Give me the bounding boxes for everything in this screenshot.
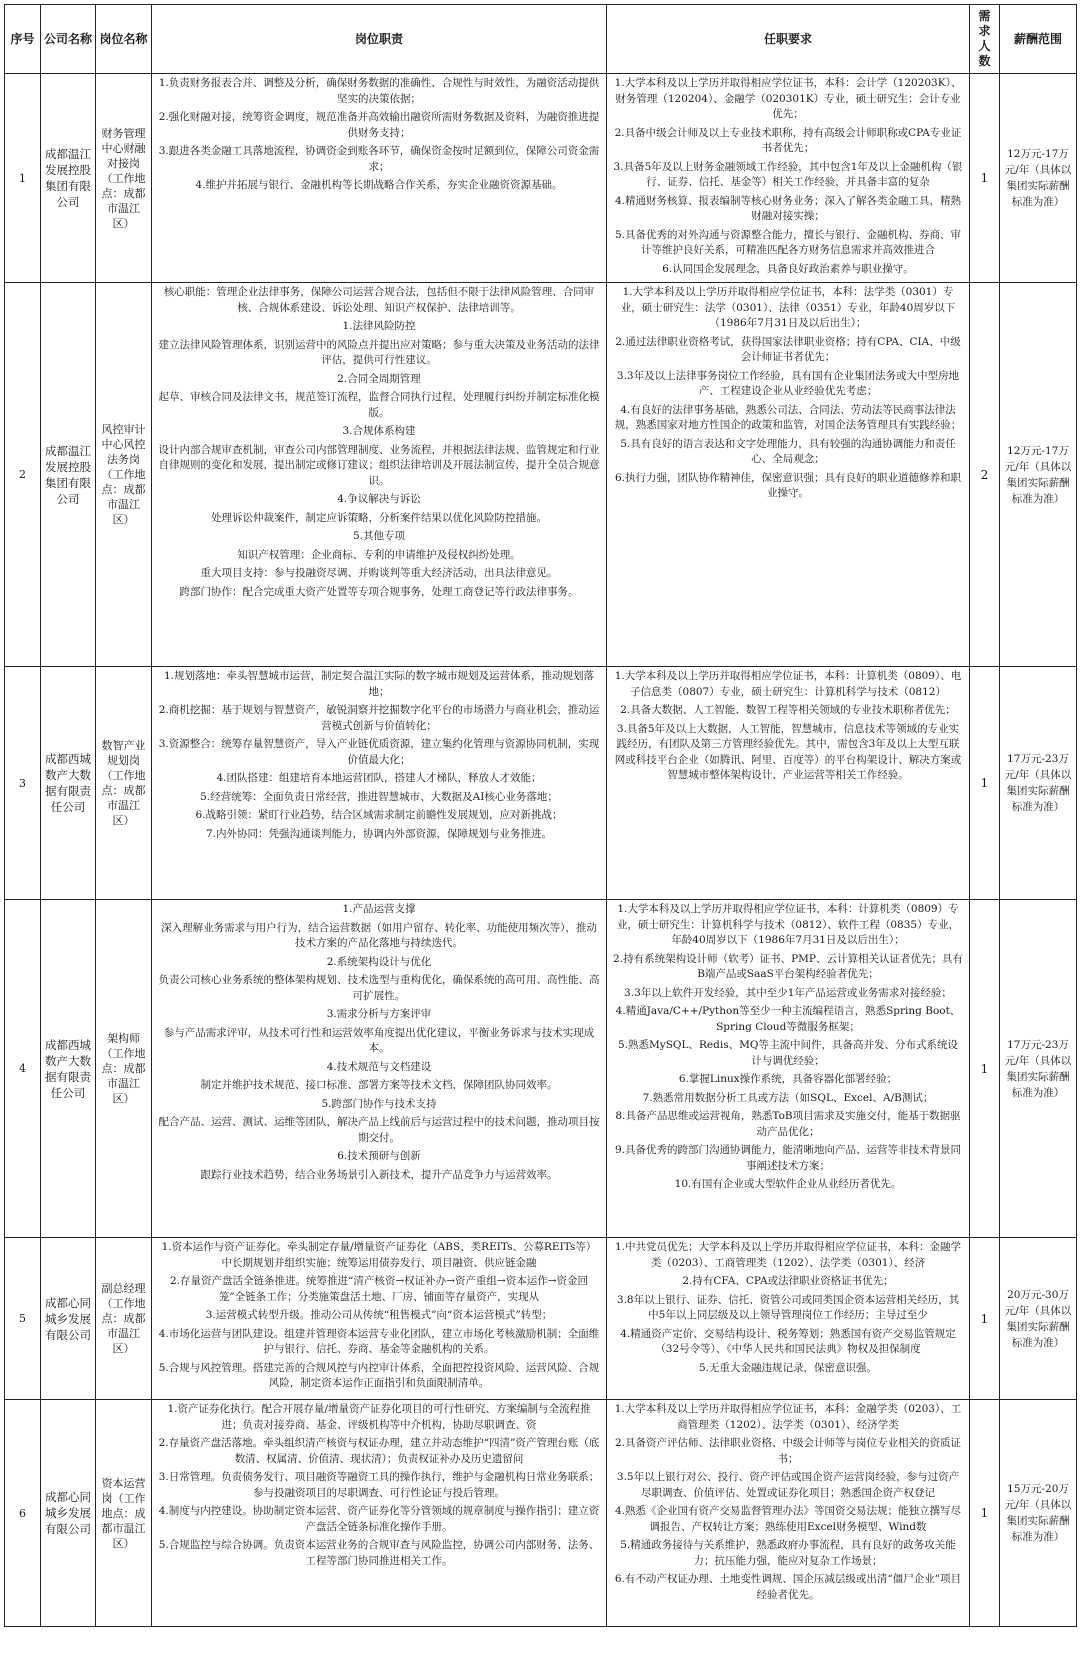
requirement-line: 5.熟悉MySQL、Redis、MQ等主流中间件，具备高并发、分布式系统设计与调优经验； [618,1039,958,1067]
duty-line: 1.产品运营支撑 [342,903,416,915]
requirement-line: 3.具备5年及以上财务金融领域工作经验，其中包含1年及以上金融机构（银行、证券、信托、基金等）相关工作经验，并具备丰富的复杂 [613,160,963,188]
duty-line: 5.其他专项 [352,530,406,542]
salary-range: 20万元-30万元/年（具体以集团实际薪酬标准为准） [1000,1238,1077,1400]
requirement-line: 6.掌握Linux操作系统，具备容器化部署经验； [678,1073,898,1085]
duty-line: 2.强化财融对接，统筹资金调度，规范准备并高效输出融资所需财务数据及资料，为融资推进提供财务支持； [158,111,600,139]
header-count: 需求人数 [970,5,1000,74]
table-header-row [5,5,1077,74]
duty-line: 4.团队搭建：组建培育本地运营团队，搭建人才梯队，释放人才效能； [216,772,542,784]
requirement-line: 2.持有CFA、CPA或法律职业资格证书优先； [682,1275,894,1287]
requirement-line: 2.具备大数据、人工智能、数智工程等相关领域的专业技术职称者优先； [620,704,956,716]
salary-range: 17万元-23万元/年（具体以集团实际薪酬标准为准） [1000,667,1077,900]
duty-line: 6.技术预研与创新 [337,1150,421,1162]
requirements-cell [607,667,970,900]
duty-line: 2.系统架构设计与优化 [326,955,432,968]
company-name: 成都西城数产大数据有限责任公司 [41,900,96,1238]
duty-line: 3.合规体系构建 [342,425,416,437]
duty-line: 2.合同全周期管理 [337,372,421,385]
header-company: 公司名称 [41,5,96,74]
duty-line: 制定并维护技术规范、接口标准、部署方案等技术文档，保障团队协同效率。 [200,1079,558,1091]
duty-line: 知识产权管理：企业商标、专利的申请维护及侵权纠纷处理。 [237,548,521,561]
requirement-line: 5.具有良好的语言表达和文字处理能力，具有较强的沟通协调能力和责任心、全局观念； [620,437,956,465]
requirement-line: 4.精通资产定价、交易结构设计、税务筹划；熟悉国有资产交易监管规定（32号令等）、《中华人民共和国民法典》物权及担保制度 [620,1327,956,1355]
header-num: 序号 [5,5,41,74]
duty-line: 跟踪行业技术趋势，结合业务场景引入新技术，提升产品竞争力与运营效率。 [200,1168,558,1181]
requirement-line: 2.具备中级会计师及以上专业技术职称，持有高级会计师职称或CPA专业证书者优先； [614,126,962,154]
table-row [5,900,1077,1238]
company-name: 成都西城数产大数据有限责任公司 [41,667,96,900]
requirement-line: 4.精通Java/C++/Python等至少一种主流编程语言，熟悉Spring Boot、Spring Cloud等微服务框架； [615,1005,961,1033]
requirement-line: 10.有国有企业或大型软件企业从业经历者优先。 [674,1178,902,1190]
header-salary: 薪酬范围 [1000,5,1077,74]
requirement-line: 1.大学本科及以上学历并取得相应学位证书，本科：会计学（120203K）、财务管理（120204）、金融学（020301K）专业，硕士研究生：会计专业优先； [614,77,962,120]
header-requirements: 任职要求 [607,5,970,74]
requirement-line: 3.5年以上银行对公、投行、资产评估或国企资产运营岗经验，参与过资产尽职调查、价值评估、处置或证券化项目；熟悉国企资产权登记 [616,1471,960,1499]
table-row [5,1400,1077,1627]
duty-line: 7.内外协同：凭强沟通谈判能力，协调内外部资源，保障规划与业务推进。 [205,827,553,840]
headcount: 1 [970,900,1000,1238]
table-body [5,74,1077,1627]
headcount: 2 [970,283,1000,667]
company-name: 成都心同城乡发展有限公司 [41,1400,96,1627]
duty-line: 4.维护并拓展与银行、金融机构等长期战略合作关系，夯实企业融资资源基础。 [195,179,563,191]
requirement-line: 7.熟悉常用数据分析工具或方法（如SQL、Excel、A/B测试； [642,1091,934,1104]
requirement-line: 9.具备优秀的跨部门沟通协调能力，能清晰地向产品、运营等非技术背景同事阐述技术方案； [614,1144,962,1172]
duty-line: 4.制度与内控建设。协助制定资本运营、资产证券化等分管领域的规章制度与操作指引；建立资产盘活全链条标准化操作手册。 [158,1505,600,1533]
requirements-cell [607,74,970,283]
duty-line: 深入理解业务需求与用户行为，结合运营数据（如用户留存、转化率、功能使用频次等），推动技术方案的产品化落地与持续迭代。 [161,921,597,949]
requirement-line: 5.精通政务接待与关系维护，熟悉政府办事流程，具有良好的政务攻关能力；抗压能力强，能应对复杂工作场景； [620,1539,956,1567]
headcount: 1 [970,667,1000,900]
position-name: 数智产业规划岗（工作地点：成都市温江区） [96,667,152,900]
requirements-cell [607,283,970,667]
duty-line: 1.规划落地：牵头智慧城市运营，制定契合温江实际的数字城市规划及运营体系，推动规划落地； [163,670,595,698]
requirement-line: 8.具备产品思维或运营视角，熟悉ToB项目需求及实施交付，能基于数据驱动产品优化； [615,1110,961,1138]
duty-line: 5.跨部门协作与技术支持 [321,1097,437,1110]
duty-line: 1.资产证券化执行。配合开展存量/增量资产证券化项目的可行性研究、方案编制与全流程推进；负责对接券商、基金、评级机构等中介机构，协助尽职调查、资 [167,1403,591,1431]
headcount: 1 [970,74,1000,283]
duties-cell [152,1400,607,1627]
requirement-line: 1.中共党员优先；大学本科及以上学历并取得相应学位证书，本科：金融学类（0203）、工商管理类（1202）、法学类（0301）、经济 [614,1241,962,1269]
duty-line: 2.商机挖掘：基于规划与智慧资产，敏锐洞察并挖掘数字化平台的市场潜力与商业机会，推动运营模式创新与价值转化； [158,704,600,732]
requirement-line: 6.认同国企发展理念，具备良好政治素养与职业操守。 [662,262,914,275]
requirement-line: 2.具备资产评估师、法律职业资格、中级会计师等与岗位专业相关的资质证书； [614,1437,962,1465]
duty-line: 4.市场化运营与团队建设。组建并管理资本运营专业化团队，建立市场化考核激励机制；全面维护与银行、信托、券商、基金等金融机构的关系。 [158,1327,600,1355]
duty-line: 1.法律风险防控 [342,320,416,332]
requirement-line: 3.3年以上软件开发经验，其中至少1年产品运营或业务需求对接经验； [624,986,952,999]
duties-cell [152,667,607,900]
header-position: 岗位名称 [96,5,152,74]
requirement-line: 4.精通财务核算、报表编制等核心财务业务；深入了解各类金融工具，精熟财融对接实操； [614,194,962,222]
duty-line: 参与产品需求评审，从技术可行性和运营效率角度提出优化建议，平衡业务诉求与技术实现成本。 [163,1026,595,1054]
duties-cell [152,283,607,667]
requirement-line: 1.大学本科及以上学历并取得相应学位证书，本科：法学类（0301）专业，硕士研究生：法学（0301）、法律（0351）专业，年龄40周岁以下（1986年7月31日及以后出生）； [620,286,956,329]
row-number: 6 [5,1400,41,1627]
requirement-line: 4.有良好的法律事务基础，熟悉公司法、合同法、劳动法等民商事法律法规，熟悉国家对地方性国企的政策和监管，对国企法务管理具有实践经验； [614,403,962,431]
duty-line: 3.资源整合：统筹存量智慧资产，导入产业链优质资源，建立集约化管理与资源协同机制，实现价值最大化； [158,738,600,766]
duty-line: 6.战略引领：紧盯行业趋势，结合区域需求制定前瞻性发展规划，应对新挑战； [195,809,563,821]
duty-line: 跨部门协作：配合完成重大资产处置等专项合规事务，处理工商登记等行政法律事务。 [179,585,579,598]
duty-line: 1.资本运作与资产证券化。牵头制定存量/增量资产证券化（ABS、类REITs、公募REITs等）中长期规划并组织实施；统筹运用债券发行、项目融资、供应链金融 [161,1241,597,1269]
duty-line: 5.合规与风控管理。搭建完善的合规风控与内控审计体系，全面把控投资风险、运营风险、合规风险，制定资本运作正面指引和负面限制清单。 [158,1361,600,1389]
duty-line: 核心职能：管理企业法律事务，保障公司运营合规合法，包括但不限于法律风险管理、合同审核、合规体系建设、诉讼处理、知识产权保护、法律培训等。 [163,286,595,314]
header-duties: 岗位职责 [152,5,607,74]
salary-range: 15万元-20万元/年（具体以集团实际薪酬标准为准） [1000,1400,1077,1627]
duty-line: 配合产品、运营、测试、运维等团队，解决产品上线前后与运营过程中的技术问题，推动项目按期交付。 [158,1116,600,1144]
requirement-line: 1.大学本科及以上学历并取得相应学位证书，本科：计算机类（0809）、电子信息类（0807）专业，硕士研究生：计算机科学与技术（0812） [614,670,962,698]
duty-line: 重大项目支持：参与投融资尽调、并购谈判等重大经济活动，出具法律意见。 [200,567,558,579]
duty-line: 3.需求分析与方案评审 [326,1008,432,1020]
headcount: 1 [970,1238,1000,1400]
salary-range: 12万元-17万元/年（具体以集团实际薪酬标准为准） [1000,74,1077,283]
duty-line: 2.存量资产盘活全链条推进。统筹推进“清产核资→权证补办→资产重组→资本运作→资金回笼”全链条工作；分类施策盘活土地、厂房、铺面等存量资产，实现从 [169,1275,589,1303]
salary-range: 17万元-23万元/年（具体以集团实际薪酬标准为准） [1000,900,1077,1238]
duty-line: 3.日常管理。负责债务发行、项目融资等融资工具的操作执行，维护与金融机构日常业务联系；参与投融资项目的尽职调查、可行性论证与投后管理。 [158,1471,600,1499]
duty-line: 处理诉讼仲裁案件，制定应诉策略，分析案件结果以优化风险防控措施。 [211,511,547,524]
table-row [5,667,1077,900]
duty-line: 2.存量资产盘活落地。牵头组织清产核资与权证办理，建立并动态维护“四清”资产管理台账（底数清、权属清、价值清、现状清）；负责权证补办及历史遗留问 [158,1437,600,1465]
duty-line: 3.跟进各类金融工具落地流程，协调资金到账各环节，确保资金按时足额到位，保障公司资金需求； [158,145,600,173]
row-number: 5 [5,1238,41,1400]
requirement-line: 3.8年以上银行、证券、信托、资管公司或同类国企资本运营相关经历，其中5年以上同层级及以上领导管理岗位工作经历；主导过至少 [616,1293,960,1321]
duty-line: 1.负责财务报表合并、调整及分析，确保财务数据的准确性、合规性与时效性，为融资活动提供坚实的决策依据； [158,77,600,105]
company-name: 成都温江发展控股集团有限公司 [41,74,96,283]
position-name: 架构师（工作地点：成都市温江区） [96,900,152,1238]
requirement-line: 6.有不动产权证办理、土地变性调规、国企压减层级或出清“僵尸企业”项目经验者优先。 [614,1573,962,1601]
row-number: 1 [5,74,41,283]
requirement-line: 2.通过法律职业资格考试，获得国家法律职业资格；持有CPA、CIA、中级会计师证书者优先； [615,335,961,363]
row-number: 3 [5,667,41,900]
duty-line: 4.技术规范与文档建设 [326,1060,432,1073]
company-name: 成都心同城乡发展有限公司 [41,1238,96,1400]
requirement-line: 3.具备5年及以上大数据，人工智能，智慧城市，信息技术等领域的专业实践经历，有团队及第三方管理经验优先。其中，需包含3年及以上大型互联网或科技平台企业（如腾讯、阿里、百度等）的平台构架设计、解决方案或智慧城市整体架构设计、产业运营等相关工作经验。 [614,722,962,781]
duty-line: 负责公司核心业务系统的整体架构规划、技术选型与重构优化，确保系统的高可用、高性能、高可扩展性。 [158,974,600,1002]
duty-line: 起草、审核合同及法律文书，规范签订流程，监督合同执行过程，处理履行纠纷并制定标准化模版。 [158,391,600,419]
duties-cell [152,900,607,1238]
job-posting-table-container [4,4,1076,1627]
requirement-line: 5.无重大金融违规记录，保密意识强。 [698,1361,878,1374]
requirement-line: 3.3年及以上法律事务岗位工作经验，具有国有企业集团法务或大中型房地产、工程建设企业从业经验优先考虑； [616,369,960,397]
duty-line: 4.争议解决与诉讼 [337,493,421,505]
requirement-line: 1.大学本科及以上学历并取得相应学位证书，本科：计算机类（0809）专业，硕士研究生：计算机科学与技术（0812）、软件工程（0835）专业，年龄40周岁以下（1986年7月31日及以后出生）； [616,903,960,946]
row-number: 4 [5,900,41,1238]
duty-line: 建立法律风险管理体系，识别运营中的风险点并提出应对策略；参与重大决策及业务活动的法律评估，提供可行性建议。 [158,338,600,366]
requirement-line: 5.具备优秀的对外沟通与资源整合能力，擅长与银行、金融机构、券商、审计等维护良好关系，可精准匹配各方财务信息需求并高效推进合 [614,228,962,256]
duty-line: 设计内部合规审查机制，审查公司内部管理制度、业务流程，并根据法律法规、监管规定和行业自律规则的变化和发展，提出制定或修订建议；组织法律培训及开展法制宣传，提升全员合规意识。 [158,443,600,487]
company-name: 成都温江发展控股集团有限公司 [41,283,96,667]
position-name: 资本运营岗（工作地点：成都市温江区） [96,1400,152,1627]
row-number: 2 [5,283,41,667]
table-row [5,283,1077,667]
requirement-line: 2.持有系统架构设计师（软考）证书、PMP、云计算相关认证者优先；具有B端产品或SaaS平台架构经验者优先； [613,952,963,980]
salary-range: 12万元-17万元/年（具体以集团实际薪酬标准为准） [1000,283,1077,667]
requirements-cell [607,900,970,1238]
table-row [5,1238,1077,1400]
position-name: 风控审计中心风控法务岗（工作地点：成都市温江区） [96,283,152,667]
duty-line: 5.经营统筹：全面负责日常经营，推进智慧城市、大数据及AI核心业务落地； [200,790,558,803]
requirement-line: 6.执行力强，团队协作精神佳，保密意识强；具有良好的职业道德修养和职业操守。 [614,471,962,499]
job-posting-table [4,4,1077,1627]
table-row [5,74,1077,283]
position-name: 副总经理（工作地点：成都市温江区） [96,1238,152,1400]
duties-cell [152,1238,607,1400]
requirements-cell [607,1238,970,1400]
position-name: 财务管理中心财融对接岗（工作地点：成都市温江区） [96,74,152,283]
requirement-line: 1.大学本科及以上学历并取得相应学位证书，本科：金融学类（0203）、工商管理类（1202）、法学类（0301）、经济学类 [614,1403,962,1431]
duty-line: 3.运营模式转型升级。推动公司从传统“租售模式”向“资本运营模式”转型； [205,1309,553,1321]
duty-line: 5.合规监控与综合协调。负责资本运营业务的合规审查与风险监控，协调公司内部财务、法务、工程等部门协同推进相关工作。 [158,1539,600,1567]
headcount: 1 [970,1400,1000,1627]
duties-cell [152,74,607,283]
requirement-line: 4.熟悉《企业国有资产交易监督管理办法》等国资交易法规；能独立撰写尽调报告、产权转让方案；熟练使用Excel财务模型、Wind数 [614,1505,962,1533]
requirements-cell [607,1400,970,1627]
